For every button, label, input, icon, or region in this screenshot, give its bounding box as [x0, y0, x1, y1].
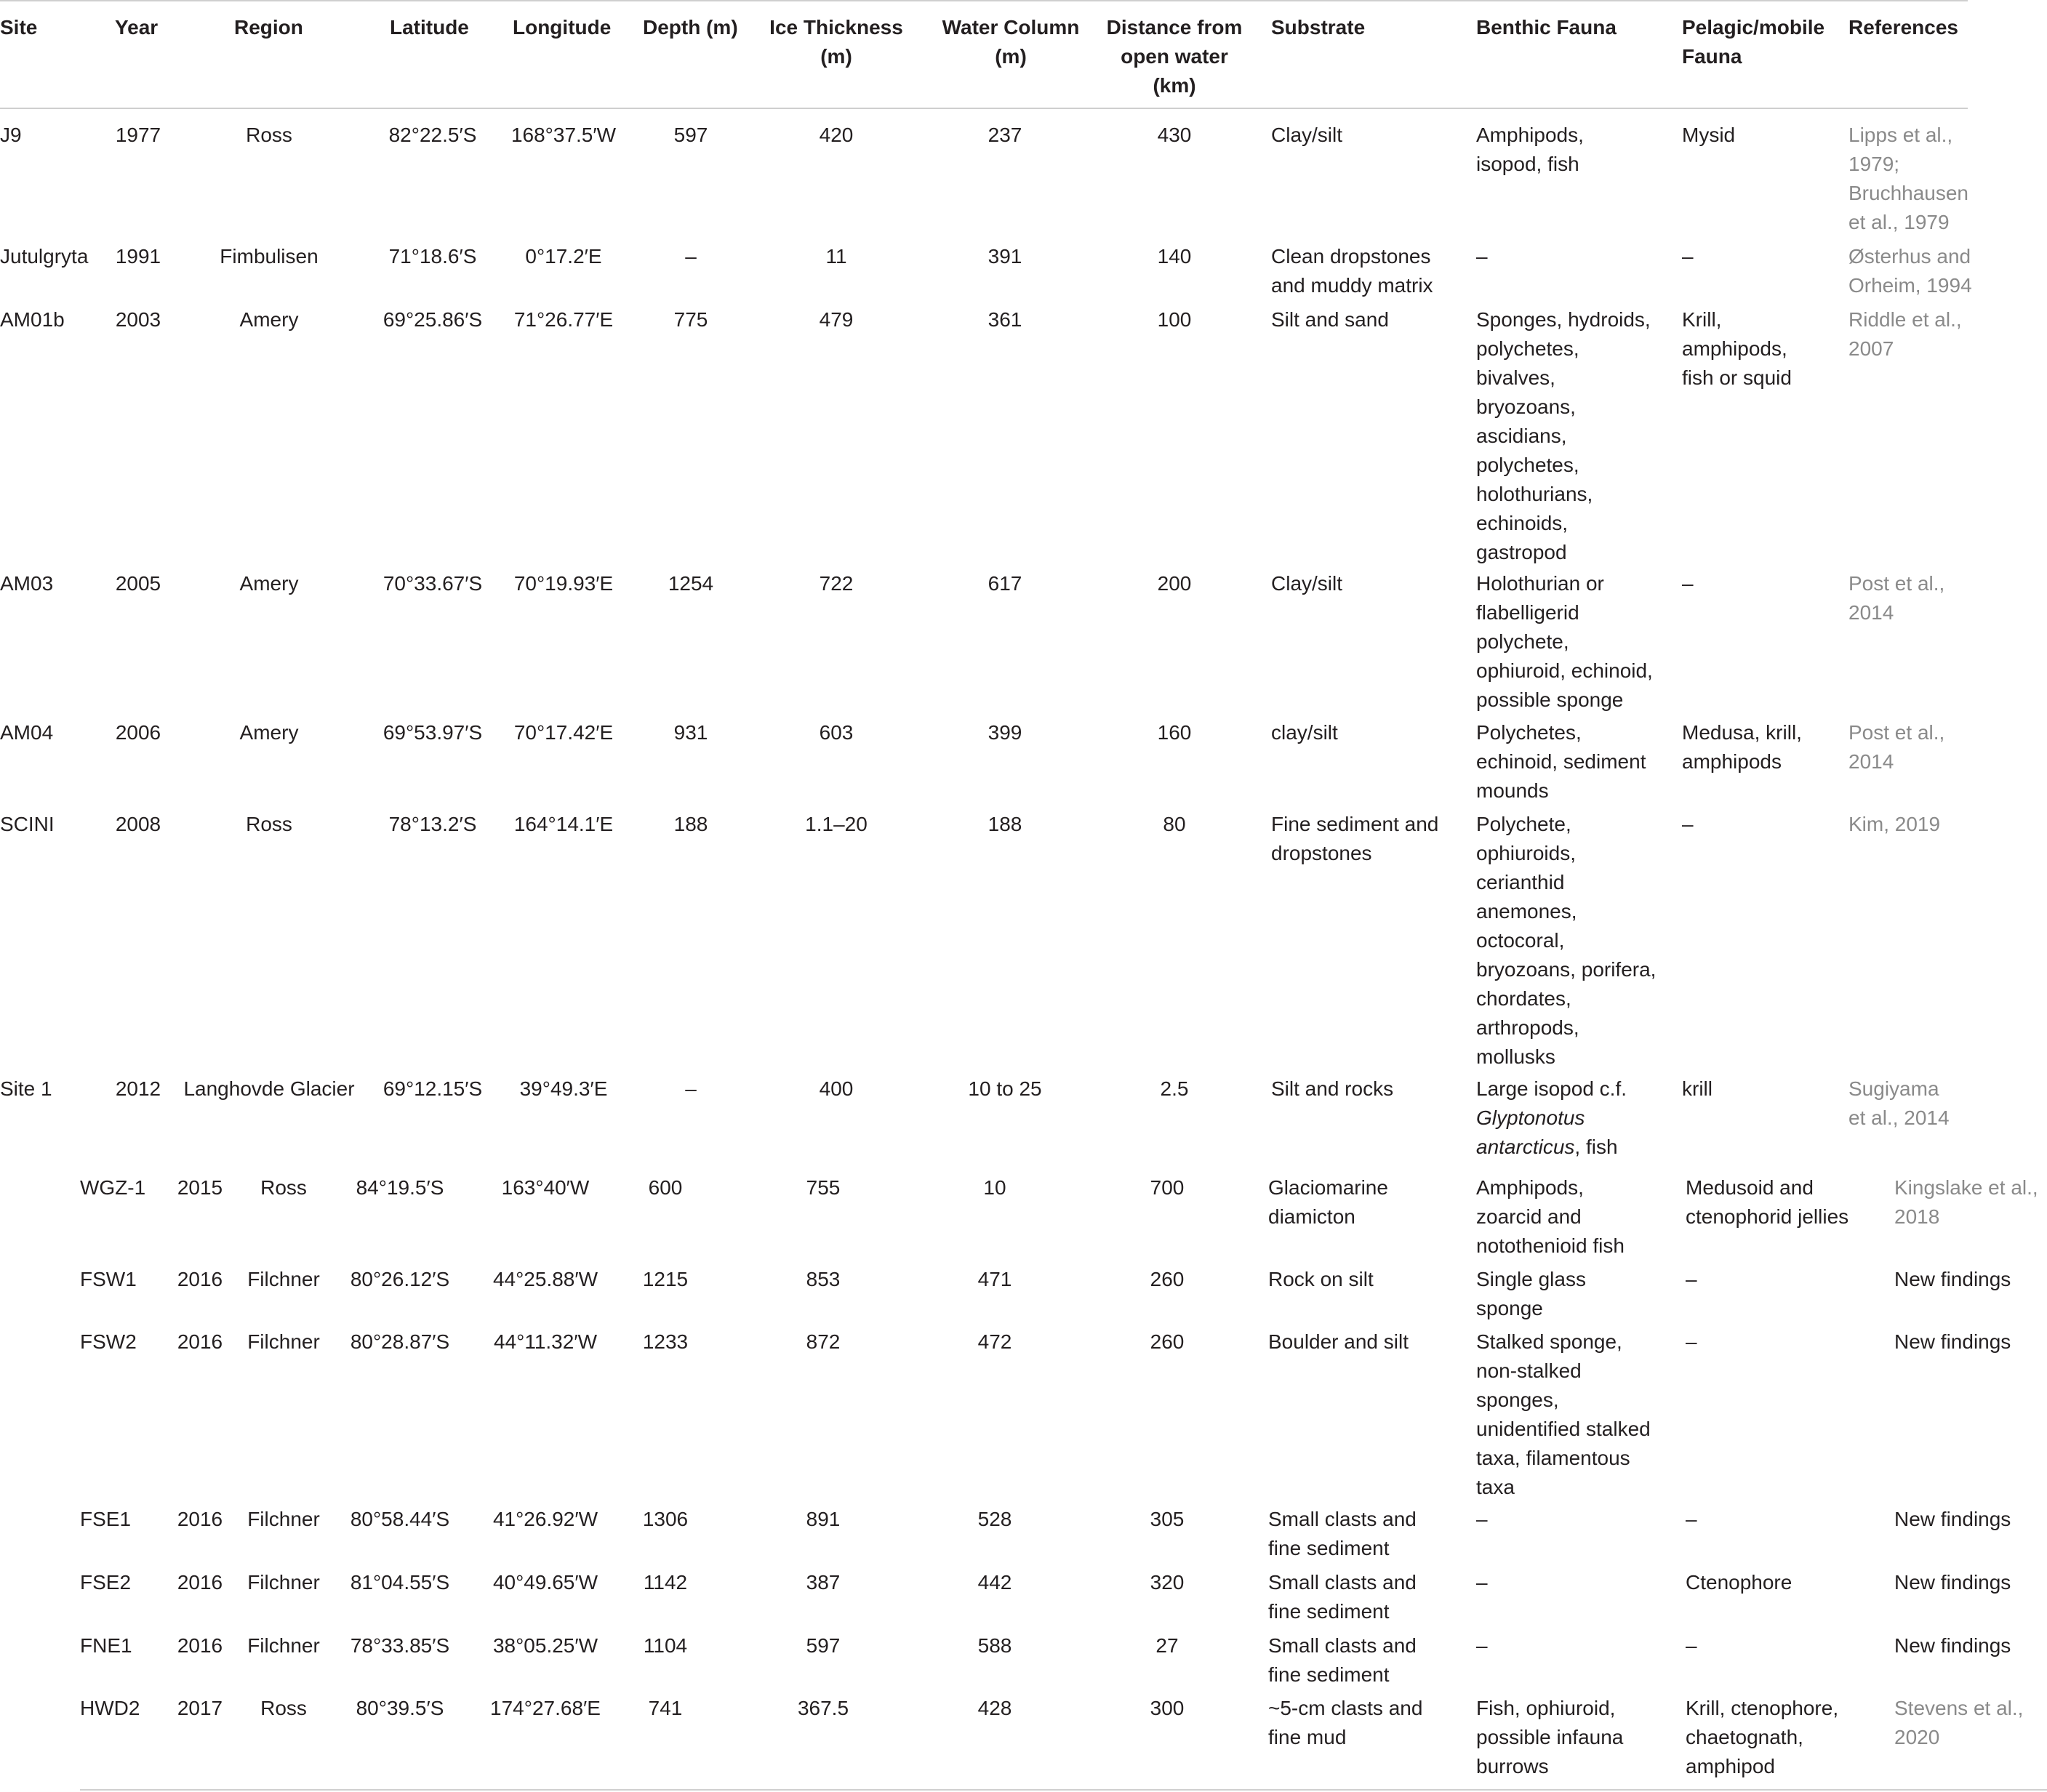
cell-depth: 1142: [643, 1571, 688, 1594]
cell-benthic-fauna: Fish, ophiuroid, possible infauna burrows: [1476, 1697, 1624, 1777]
cell-references: New findings: [1894, 1634, 2011, 1657]
cell-year: 2017: [177, 1697, 223, 1719]
cell-year: 2012: [115, 1077, 161, 1100]
cell-ice-thickness: 755: [806, 1176, 841, 1199]
cell-ice-thickness: 872: [806, 1330, 841, 1353]
cell-site: FSW1: [80, 1268, 137, 1290]
cell-depth: 1254: [668, 572, 714, 595]
header-pelagic-fauna: Pelagic/mobile Fauna: [1682, 16, 1825, 68]
cell-site: WGZ-1: [80, 1176, 146, 1199]
cell-substrate: Glaciomarine diamicton: [1268, 1176, 1388, 1228]
cell-region: Ross: [260, 1176, 307, 1199]
cell-water-column: 428: [977, 1697, 1012, 1719]
cell-substrate: Silt and sand: [1271, 308, 1389, 331]
cell-substrate: Small clasts and fine sediment: [1268, 1634, 1417, 1686]
species-genus: Glyptonotus: [1476, 1106, 1585, 1129]
cell-ice-thickness: 603: [819, 721, 854, 744]
cell-water-column: 391: [988, 245, 1022, 268]
cell-pelagic-fauna: Medusa, krill, amphipods: [1682, 721, 1802, 773]
cell-latitude: 69°25.86′S: [382, 308, 483, 331]
cell-latitude: 78°13.2′S: [388, 813, 477, 835]
cell-longitude: 38°05.25′W: [492, 1634, 598, 1657]
cell-depth: 1215: [642, 1268, 689, 1290]
cell-longitude: 41°26.92′W: [492, 1508, 598, 1530]
cell-distance: 100: [1157, 308, 1192, 331]
cell-region: Amery: [239, 572, 299, 595]
cell-pelagic-fauna: Mysid: [1682, 124, 1736, 146]
cell-pelagic-fauna: krill: [1682, 1077, 1712, 1100]
cell-depth: 775: [673, 308, 708, 331]
cell-substrate: Clean dropstones and muddy matrix: [1271, 245, 1433, 297]
cell-references: Sugiyama et al., 2014: [1848, 1077, 1950, 1129]
cell-longitude: 70°19.93′E: [513, 572, 614, 595]
cell-water-column: 361: [988, 308, 1022, 331]
cell-references: Post et al., 2014: [1848, 572, 1945, 624]
cell-benthic-fauna: Stalked sponge, non-stalked sponges, unidentified stalked taxa, filamentous taxa: [1476, 1330, 1651, 1498]
cell-region: Filchner: [247, 1330, 320, 1353]
cell-region: Ross: [246, 124, 292, 146]
cell-ice-thickness: 891: [806, 1508, 841, 1530]
cell-year: 2016: [177, 1508, 223, 1530]
cell-distance: 300: [1150, 1697, 1185, 1719]
cell-region: Filchner: [247, 1508, 320, 1530]
cell-ice-thickness: 722: [819, 572, 854, 595]
header-benthic-fauna: Benthic Fauna: [1476, 16, 1617, 39]
cell-site: AM01b: [0, 308, 65, 331]
cell-longitude: 70°17.42′E: [513, 721, 614, 744]
cell-latitude: 80°58.44′S: [350, 1508, 450, 1530]
cell-longitude: 0°17.2′E: [525, 245, 602, 268]
cell-distance: 2.5: [1160, 1077, 1189, 1100]
cell-site: FSE1: [80, 1508, 132, 1530]
cell-depth: –: [685, 1077, 697, 1100]
cell-references: Kingslake et al., 2018: [1894, 1176, 2038, 1228]
cell-longitude: 39°49.3′E: [519, 1077, 608, 1100]
cell-water-column: 528: [977, 1508, 1012, 1530]
cell-substrate: Fine sediment and dropstones: [1271, 813, 1439, 864]
cell-year: 2003: [115, 308, 161, 331]
cell-depth: 188: [673, 813, 708, 835]
cell-references: Riddle et al., 2007: [1848, 308, 1962, 360]
cell-pelagic-fauna: –: [1686, 1508, 1697, 1530]
cell-substrate: Clay/silt: [1271, 124, 1343, 146]
cell-benthic-fauna: –: [1476, 1571, 1488, 1594]
cell-site: AM04: [0, 721, 54, 744]
cell-longitude: 174°27.68′E: [490, 1697, 601, 1719]
cell-substrate: Rock on silt: [1268, 1268, 1374, 1290]
cell-longitude: 163°40′W: [501, 1176, 590, 1199]
header-site: Site: [0, 16, 38, 39]
cell-distance: 27: [1155, 1634, 1179, 1657]
header-ice-thickness: Ice Thickness (m): [769, 16, 903, 68]
header-references: References: [1848, 16, 1958, 39]
cell-year: 2016: [177, 1571, 223, 1594]
cell-pelagic-fauna: –: [1682, 572, 1694, 595]
cell-ice-thickness: 853: [806, 1268, 841, 1290]
cell-region: Amery: [239, 721, 299, 744]
header-longitude: Longitude: [513, 16, 612, 39]
cell-references: New findings: [1894, 1330, 2011, 1353]
cell-substrate: Silt and rocks: [1271, 1077, 1394, 1100]
cell-year: 2008: [115, 813, 161, 835]
cell-longitude: 168°37.5′W: [510, 124, 617, 146]
cell-depth: 1233: [642, 1330, 689, 1353]
cell-substrate: Boulder and silt: [1268, 1330, 1409, 1353]
cell-depth: 597: [673, 124, 708, 146]
cell-region: Ross: [260, 1697, 307, 1719]
cell-region: Filchner: [247, 1268, 320, 1290]
cell-depth: 741: [648, 1697, 683, 1719]
table-bottom-rule: [80, 1789, 2047, 1791]
header-water-column: Water Column (m): [942, 16, 1080, 68]
cell-region: Filchner: [247, 1571, 320, 1594]
cell-latitude: 81°04.55′S: [350, 1571, 450, 1594]
cell-latitude: 69°53.97′S: [382, 721, 483, 744]
cell-year: 2005: [115, 572, 161, 595]
cell-site: Jutulgryta: [0, 245, 89, 268]
cell-substrate: Clay/silt: [1271, 572, 1343, 595]
cell-references: Lipps et al., 1979; Bruchhausen et al., 1979: [1848, 124, 1969, 233]
cell-distance: 200: [1157, 572, 1192, 595]
cell-distance: 80: [1163, 813, 1186, 835]
cell-region: Ross: [246, 813, 292, 835]
cell-benthic-fauna: Amphipods, zoarcid and notothenioid fish: [1476, 1176, 1625, 1257]
cell-year: 2016: [177, 1268, 223, 1290]
cell-distance: 260: [1150, 1330, 1185, 1353]
cell-distance: 140: [1157, 245, 1192, 268]
cell-region: Filchner: [247, 1634, 320, 1657]
cell-year: 1991: [115, 245, 161, 268]
cell-references: New findings: [1894, 1508, 2011, 1530]
header-top-rule: [0, 0, 1968, 1]
cell-ice-thickness: 1.1–20: [805, 813, 868, 835]
cell-benthic-fauna: –: [1476, 245, 1488, 268]
cell-water-column: 617: [988, 572, 1022, 595]
cell-distance: 430: [1157, 124, 1192, 146]
cell-latitude: 78°33.85′S: [350, 1634, 450, 1657]
cell-latitude: 69°12.15′S: [382, 1077, 483, 1100]
cell-latitude: 84°19.5′S: [356, 1176, 444, 1199]
cell-longitude: 40°49.65′W: [492, 1571, 598, 1594]
cell-pelagic-fauna: Medusoid and ctenophorid jellies: [1686, 1176, 1849, 1228]
cell-benthic-fauna: [1476, 1074, 1627, 1162]
cell-latitude: 80°39.5′S: [356, 1697, 444, 1719]
cell-depth: 1306: [642, 1508, 689, 1530]
cell-depth: 1104: [643, 1634, 688, 1657]
cell-substrate: clay/silt: [1271, 721, 1338, 744]
cell-site: SCINI: [0, 813, 55, 835]
cell-references: Stevens et al., 2020: [1894, 1697, 2024, 1748]
cell-pelagic-fauna: Ctenophore: [1686, 1571, 1792, 1594]
cell-water-column: 10 to 25: [968, 1077, 1042, 1100]
cell-ice-thickness: 479: [819, 308, 854, 331]
cell-longitude: 164°14.1′E: [513, 813, 614, 835]
cell-longitude: 44°25.88′W: [492, 1268, 598, 1290]
cell-region: Amery: [239, 308, 299, 331]
cell-distance: 160: [1157, 721, 1192, 744]
cell-references: Kim, 2019: [1848, 813, 1941, 835]
cell-benthic-fauna: –: [1476, 1634, 1488, 1657]
cell-pelagic-fauna: –: [1682, 813, 1694, 835]
cell-latitude: 70°33.67′S: [382, 572, 483, 595]
cell-benthic-fauna: Sponges, hydroids, polychetes, bivalves, bryozoans, ascidians, polychetes, holothurians, echinoids, gastropod: [1476, 308, 1651, 563]
cell-longitude: 71°26.77′E: [513, 308, 614, 331]
cell-year: 1977: [115, 124, 161, 146]
cell-ice-thickness: 11: [825, 245, 847, 268]
cell-water-column: 237: [988, 124, 1022, 146]
species-epithet: antarcticus: [1476, 1136, 1575, 1158]
header-year: Year: [115, 16, 159, 39]
cell-water-column: 472: [977, 1330, 1012, 1353]
cell-site: AM03: [0, 572, 54, 595]
cell-water-column: 188: [988, 813, 1022, 835]
header-substrate: Substrate: [1271, 16, 1366, 39]
cell-pelagic-fauna: Krill, amphipods, fish or squid: [1682, 308, 1792, 389]
cell-site: FNE1: [80, 1634, 132, 1657]
cell-pelagic-fauna: –: [1686, 1268, 1697, 1290]
cell-ice-thickness: 400: [819, 1077, 854, 1100]
header-depth: Depth (m): [643, 16, 738, 39]
cell-water-column: 442: [977, 1571, 1012, 1594]
cell-site: Site 1: [0, 1077, 52, 1100]
cell-pelagic-fauna: Krill, ctenophore, chaetognath, amphipod: [1686, 1697, 1839, 1777]
cell-references: Post et al., 2014: [1848, 721, 1945, 773]
cell-latitude: 80°26.12′S: [350, 1268, 450, 1290]
cell-benthic-fauna: Holothurian or flabelligerid polychete, ophiuroid, echinoid, possible sponge: [1476, 572, 1653, 711]
cell-site: J9: [0, 124, 22, 146]
cell-year: 2016: [177, 1330, 223, 1353]
cell-latitude: 71°18.6′S: [388, 245, 477, 268]
cell-references: Østerhus and Orheim, 1994: [1848, 245, 1972, 297]
cell-benthic-fauna: Single glass sponge: [1476, 1268, 1586, 1319]
cell-distance: 305: [1150, 1508, 1185, 1530]
cell-substrate: Small clasts and fine sediment: [1268, 1508, 1417, 1559]
cell-depth: –: [685, 245, 697, 268]
cell-year: 2006: [115, 721, 161, 744]
cell-longitude: 44°11.32′W: [493, 1330, 597, 1353]
cell-water-column: 399: [988, 721, 1022, 744]
cell-site: FSE2: [80, 1571, 132, 1594]
cell-region: Fimbulisen: [220, 245, 319, 268]
cell-distance: 260: [1150, 1268, 1185, 1290]
cell-benthic-fauna: Polychetes, echinoid, sediment mounds: [1476, 721, 1646, 802]
header-distance: Distance from open water (km): [1106, 16, 1243, 97]
cell-depth: 931: [673, 721, 708, 744]
cell-distance: 700: [1150, 1176, 1185, 1199]
cell-site: HWD2: [80, 1697, 140, 1719]
cell-water-column: 471: [977, 1268, 1012, 1290]
cell-region: Langhovde Glacier: [183, 1077, 355, 1100]
benthic-text: Large isopod c.f.: [1476, 1077, 1627, 1100]
cell-benthic-fauna: –: [1476, 1508, 1488, 1530]
cell-ice-thickness: 367.5: [797, 1697, 849, 1719]
cell-benthic-fauna: Amphipods, isopod, fish: [1476, 124, 1584, 175]
cell-pelagic-fauna: –: [1682, 245, 1694, 268]
cell-latitude: 82°22.5′S: [388, 124, 477, 146]
cell-water-column: 10: [983, 1176, 1006, 1199]
cell-water-column: 588: [977, 1634, 1012, 1657]
cell-distance: 320: [1150, 1571, 1185, 1594]
cell-year: 2015: [177, 1176, 223, 1199]
header-latitude: Latitude: [390, 16, 469, 39]
benthic-text-suffix: , fish: [1574, 1136, 1618, 1158]
cell-ice-thickness: 420: [819, 124, 854, 146]
cell-pelagic-fauna: –: [1686, 1330, 1697, 1353]
cell-pelagic-fauna: –: [1686, 1634, 1697, 1657]
header-region: Region: [234, 16, 303, 39]
cell-substrate: Small clasts and fine sediment: [1268, 1571, 1417, 1623]
cell-year: 2016: [177, 1634, 223, 1657]
cell-substrate: ~5-cm clasts and fine mud: [1268, 1697, 1423, 1748]
cell-site: FSW2: [80, 1330, 137, 1353]
cell-ice-thickness: 387: [806, 1571, 841, 1594]
cell-depth: 600: [648, 1176, 683, 1199]
header-bottom-rule: [0, 108, 1968, 109]
cell-references: New findings: [1894, 1268, 2011, 1290]
cell-latitude: 80°28.87′S: [350, 1330, 450, 1353]
cell-references: New findings: [1894, 1571, 2011, 1594]
cell-ice-thickness: 597: [806, 1634, 841, 1657]
cell-benthic-fauna: Polychete, ophiuroids, cerianthid anemones, octocoral, bryozoans, porifera, chordates, arthropods, mollusks: [1476, 813, 1657, 1068]
